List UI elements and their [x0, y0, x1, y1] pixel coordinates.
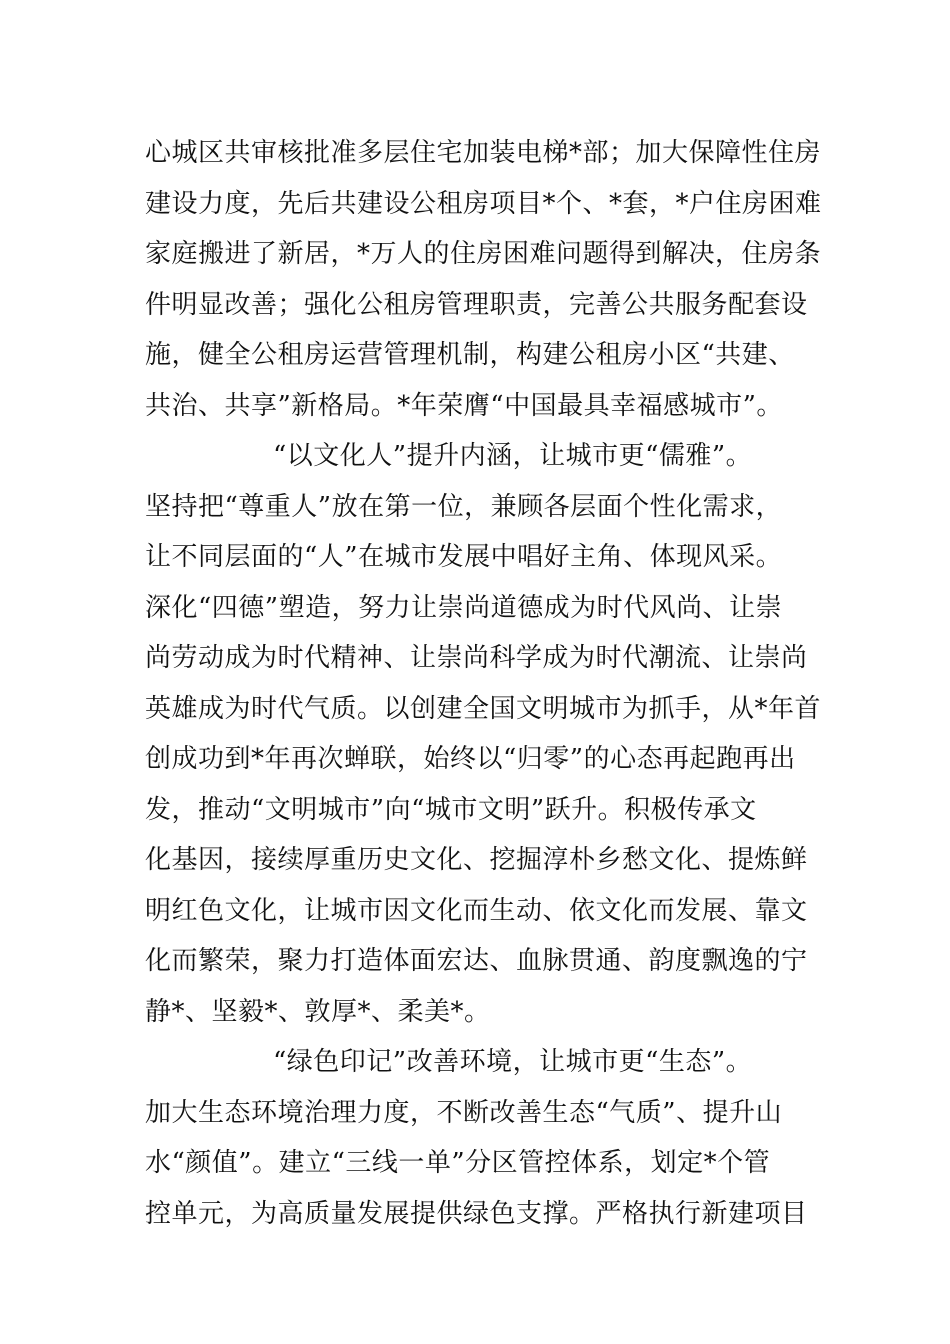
text-line: 让不同层面的“人”在城市发展中唱好主角、体现风采。	[145, 542, 783, 572]
text-line: 创成功到*年再次蝉联，始终以“归零”的心态再起跑再出	[145, 744, 796, 774]
text-line: 尚劳动成为时代精神、让崇尚科学成为时代潮流、让崇尚	[145, 643, 808, 673]
text-line: 化而繁荣，聚力打造体面宏达、血脉贯通、韵度飘逸的宁	[145, 946, 808, 976]
text-line: 家庭搬进了新居，*万人的住房困难问题得到解决，住房条	[145, 239, 822, 269]
section-heading: “绿色印记”改善环境，让城市更“生态”。	[273, 1047, 753, 1077]
text-line: 深化“四德”塑造，努力让崇尚道德成为时代风尚、让崇	[145, 592, 783, 623]
text-line: 控单元，为高质量发展提供绿色支撑。严格执行新建项目	[145, 1198, 808, 1229]
text-line: 坚持把“尊重人”放在第一位，兼顾各层面个性化需求，	[145, 491, 783, 522]
text-line: 件明显改善；强化公租房管理职责，完善公共服务配套设	[145, 289, 808, 320]
text-line: 加大生态环境治理力度，不断改善生态“气质”、提升山	[145, 1097, 783, 1128]
text-line: 水“颜值”。建立“三线一单”分区管控体系，划定*个管	[145, 1148, 771, 1178]
text-line: 建设力度，先后共建设公租房项目*个、*套，*户住房困难	[145, 188, 822, 219]
text-line: 施，健全公租房运营管理机制，构建公租房小区“共建、	[145, 340, 795, 370]
text-line: 静*、坚毅*、敦厚*、柔美*。	[145, 996, 491, 1027]
text-line: 共治、共享”新格局。*年荣膺“中国最具幸福感城市”。	[145, 390, 783, 421]
text-line: 发，推动“文明城市”向“城市文明”跃升。积极传承文	[145, 794, 757, 825]
text-line: 化基因，接续厚重历史文化、挖掘淳朴乡愁文化、提炼鲜	[145, 845, 808, 875]
text-line: 英雄成为时代气质。以创建全国文明城市为抓手，从*年首	[145, 693, 822, 724]
section-heading: “以文化人”提升内涵，让城市更“儒雅”。	[273, 441, 753, 471]
text-line: 心城区共审核批准多层住宅加装电梯*部；加大保障性住房	[145, 138, 822, 168]
body-text	[145, 128, 845, 1239]
text-line: 明红色文化，让城市因文化而生动、依文化而发展、靠文	[145, 895, 808, 926]
